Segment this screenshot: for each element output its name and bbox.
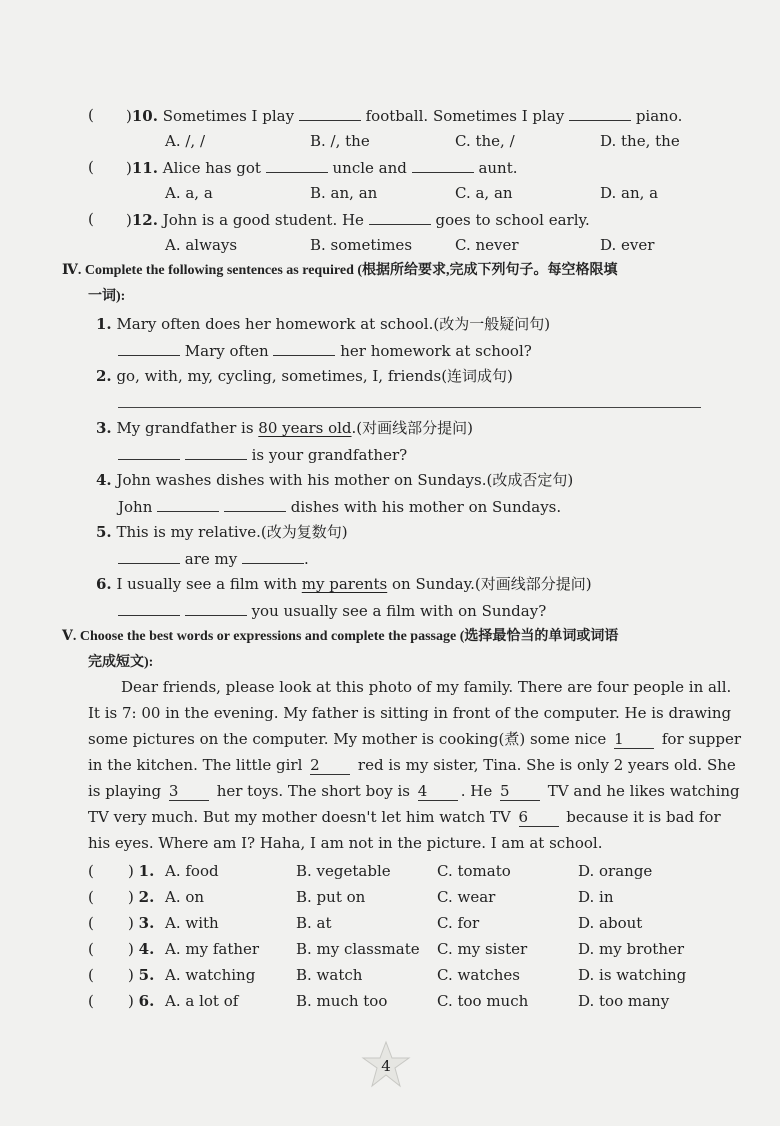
- option-b[interactable]: B. much too: [296, 992, 388, 1010]
- cloze-blank[interactable]: 3: [169, 783, 209, 801]
- cloze-question-number: ) 3.: [128, 914, 155, 932]
- answer-blank[interactable]: [369, 209, 431, 225]
- answer-blank[interactable]: [299, 105, 361, 121]
- option-d[interactable]: D. an, a: [600, 184, 659, 202]
- passage-line: [88, 729, 741, 749]
- cloze-question-number: ) 1.: [128, 862, 155, 880]
- answer-paren[interactable]: (: [88, 862, 94, 880]
- rewrite-item-4-answer: John dishes with his mother on Sundays.: [118, 498, 562, 516]
- option-d[interactable]: D. ever: [600, 236, 655, 254]
- option-c[interactable]: C. never: [455, 236, 519, 254]
- answer-paren[interactable]: (: [88, 992, 94, 1010]
- option-b[interactable]: B. /, the: [310, 132, 370, 150]
- rewrite-item-4: 4. John washes dishes with his mother on Sundays.(改成否定句): [96, 471, 574, 489]
- passage-text: is playing: [88, 782, 166, 800]
- answer-paren: (: [88, 106, 94, 124]
- option-c[interactable]: C. for: [437, 914, 480, 932]
- answer-paren[interactable]: (: [88, 966, 94, 984]
- option-a[interactable]: A. food: [165, 862, 219, 880]
- option-d[interactable]: D. the, the: [600, 132, 680, 150]
- passage-line: [88, 833, 603, 853]
- answer-blank[interactable]: [569, 105, 631, 121]
- rewrite-item-6: 6. I usually see a film with my parents on Sunday.(对画线部分提问): [96, 575, 592, 593]
- cloze-question-number: ) 4.: [128, 940, 155, 958]
- passage-text: TV and he likes watching: [543, 782, 740, 800]
- answer-blank[interactable]: [157, 496, 219, 512]
- option-c[interactable]: C. wear: [437, 888, 496, 906]
- rewrite-item-3: 3. My grandfather is 80 years old.(对画线部分提问): [96, 419, 473, 437]
- option-c[interactable]: C. too much: [437, 992, 529, 1010]
- option-b[interactable]: B. put on: [296, 888, 366, 906]
- option-d[interactable]: D. orange: [578, 862, 653, 880]
- cloze-blank[interactable]: 6: [519, 809, 559, 827]
- passage-text: his eyes. Where am I? Haha, I am not in the picture. I am at school.: [88, 834, 603, 852]
- rewrite-item-1: 1. Mary often does her homework at school.(改为一般疑问句): [96, 315, 551, 333]
- answer-blank[interactable]: [185, 444, 247, 460]
- passage-text: red is my sister, Tina. She is only 2 years old. She: [353, 756, 736, 774]
- cloze-blank[interactable]: 4: [418, 783, 458, 801]
- rewrite-item-5: 5. This is my relative.(改为复数句): [96, 523, 348, 541]
- passage-text: her toys. The short boy is: [211, 782, 415, 800]
- cloze-question-number: ) 2.: [128, 888, 155, 906]
- passage-text: It is 7: 00 in the evening. My father is sitting in front of the computer. He is drawing: [88, 704, 732, 722]
- answer-blank[interactable]: [118, 600, 180, 616]
- answer-blank[interactable]: [185, 600, 247, 616]
- option-d[interactable]: D. in: [578, 888, 614, 906]
- cloze-question-number: ) 5.: [128, 966, 155, 984]
- section-5-heading: Ⅴ. Choose the best words or expressions and complete the passage (选择最恰当的单词或词语: [62, 629, 619, 644]
- answer-blank[interactable]: [412, 157, 474, 173]
- option-d[interactable]: D. about: [578, 914, 643, 932]
- answer-blank[interactable]: [118, 548, 180, 564]
- page-number: 4: [381, 1057, 391, 1075]
- option-a[interactable]: A. /, /: [165, 132, 206, 150]
- answer-blank[interactable]: [266, 157, 328, 173]
- option-a[interactable]: A. a lot of: [165, 992, 239, 1010]
- answer-blank[interactable]: [118, 444, 180, 460]
- answer-paren[interactable]: (: [88, 888, 94, 906]
- cloze-question-number: ) 6.: [128, 992, 155, 1010]
- passage-text: . He: [460, 782, 498, 800]
- option-d[interactable]: D. my brother: [578, 940, 685, 958]
- rewrite-item-2: 2. go, with, my, cycling, sometimes, I, friends(连词成句): [96, 367, 513, 385]
- answer-blank[interactable]: [242, 548, 304, 564]
- passage-line: [88, 781, 740, 801]
- passage-line: [88, 703, 732, 723]
- passage-text: in the kitchen. The little girl: [88, 756, 308, 774]
- section-4-heading: Ⅳ. Complete the following sentences as required (根据所给要求,完成下列句子。每空格限填: [62, 263, 618, 278]
- option-a[interactable]: A. always: [165, 236, 238, 254]
- page-number-badge: [360, 1040, 412, 1092]
- passage-line: [88, 755, 736, 775]
- option-a[interactable]: A. with: [165, 914, 219, 932]
- option-a[interactable]: A. watching: [165, 966, 256, 984]
- cloze-blank[interactable]: 5: [500, 783, 540, 801]
- passage-text: TV very much. But my mother doesn't let him watch TV: [88, 808, 516, 826]
- passage-line: [88, 807, 721, 827]
- passage-text: because it is bad for: [561, 808, 721, 826]
- option-a[interactable]: A. on: [165, 888, 205, 906]
- answer-blank[interactable]: [224, 496, 286, 512]
- option-a[interactable]: A. my father: [165, 940, 260, 958]
- option-b[interactable]: B. at: [296, 914, 332, 932]
- option-d[interactable]: D. too many: [578, 992, 670, 1010]
- passage-text: Dear friends, please look at this photo of my family. There are four people in all.: [121, 678, 732, 696]
- option-b[interactable]: B. vegetable: [296, 862, 391, 880]
- option-b[interactable]: B. watch: [296, 966, 363, 984]
- passage-line: [121, 677, 732, 697]
- option-c[interactable]: C. my sister: [437, 940, 528, 958]
- option-b[interactable]: B. sometimes: [310, 236, 413, 254]
- option-c[interactable]: C. the, /: [455, 132, 515, 150]
- answer-paren[interactable]: (: [88, 914, 94, 932]
- passage-text: some pictures on the computer. My mother is cooking(煮) some nice: [88, 730, 612, 748]
- answer-paren[interactable]: (: [88, 940, 94, 958]
- option-c[interactable]: C. watches: [437, 966, 520, 984]
- answer-blank[interactable]: [118, 340, 180, 356]
- option-c[interactable]: C. a, an: [455, 184, 513, 202]
- passage-text: for supper: [657, 730, 741, 748]
- option-a[interactable]: A. a, a: [165, 184, 213, 202]
- answer-blank[interactable]: [273, 340, 335, 356]
- option-d[interactable]: D. is watching: [578, 966, 687, 984]
- answer-line[interactable]: [118, 407, 701, 408]
- cloze-blank[interactable]: 1: [614, 731, 654, 749]
- option-b[interactable]: B. my classmate: [296, 940, 420, 958]
- option-b[interactable]: B. an, an: [310, 184, 378, 202]
- cloze-blank[interactable]: 2: [310, 757, 350, 775]
- option-c[interactable]: C. tomato: [437, 862, 511, 880]
